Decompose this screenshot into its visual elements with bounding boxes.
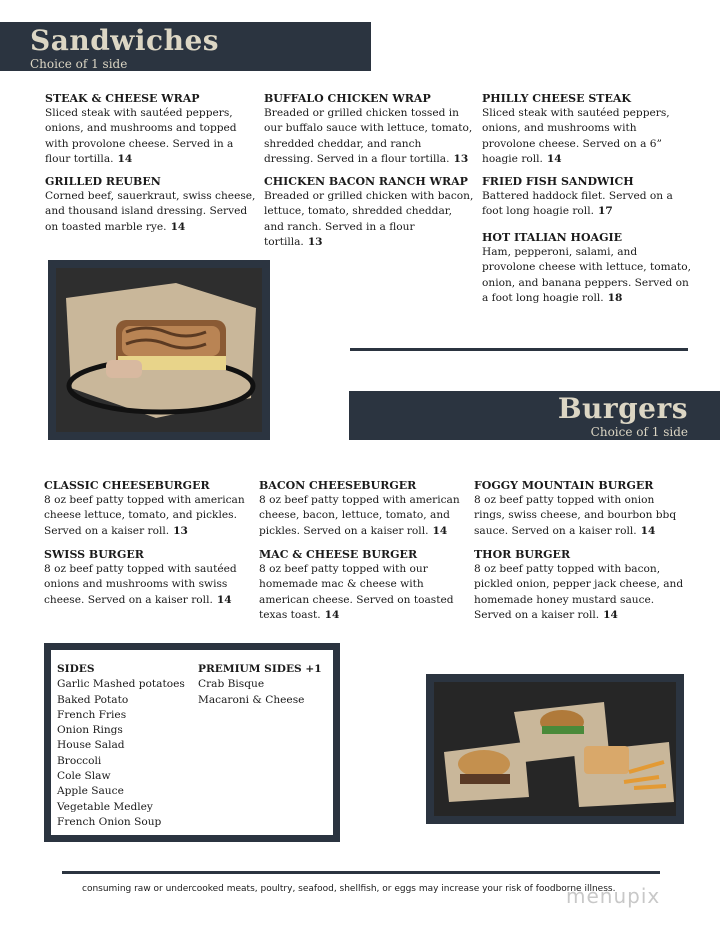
watermark-logo: menupix <box>566 884 661 908</box>
item-price: 14 <box>432 524 448 537</box>
item-name: SWISS BURGER <box>44 548 144 561</box>
item-desc: Ham, pepperoni, salami, and provolone cheese with lettuce, tomato, onion, and banana peppers. Served on a foot long hoagie roll. <box>482 246 692 304</box>
side-item: Baked Potato <box>57 693 129 706</box>
item-price: 13 <box>173 524 188 537</box>
item-name: HOT ITALIAN HOAGIE <box>482 231 622 244</box>
item-desc: Breaded or grilled chicken with bacon, lettuce, tomato, shredded cheddar, and ranch. Served in a flour tortilla. <box>264 190 474 248</box>
item-price: 14 <box>117 152 133 165</box>
item-price: 14 <box>170 220 186 233</box>
side-item: House Salad <box>57 739 125 752</box>
sides-box-inner <box>51 650 333 835</box>
item-desc: Battered haddock filet. Served on a foot long hoagie roll. <box>482 190 673 218</box>
item-name: BUFFALO CHICKEN WRAP <box>264 92 431 105</box>
burgers-photo <box>426 674 684 824</box>
side-item: Vegetable Medley <box>57 800 153 813</box>
menu-item-philly-cheese-steak <box>482 91 692 167</box>
footer-disclaimer: consuming raw or undercooked meats, poultry, seafood, shellfish, or eggs may increase your risk of foodborne illness. <box>82 884 616 894</box>
side-item: French Fries <box>57 708 127 721</box>
item-name: GRILLED REUBEN <box>45 175 161 188</box>
item-price: 17 <box>597 205 613 218</box>
menu-item-buffalo-chicken-wrap <box>264 91 474 167</box>
item-name: CHICKEN BACON RANCH WRAP <box>264 175 468 188</box>
side-item: Garlic Mashed potatoes <box>57 678 185 691</box>
item-name: FRIED FISH SANDWICH <box>482 175 634 188</box>
menu-item-bacon-cheeseburger <box>259 478 469 539</box>
menu-item-thor-burger <box>474 547 686 623</box>
menu-item-foggy-mountain-burger <box>474 478 686 539</box>
item-desc: 8 oz beef patty topped with american cheese lettuce, tomato, and pickles. Served on a kaiser roll. <box>44 494 245 537</box>
item-price: 14 <box>546 152 562 165</box>
menu-item-classic-cheeseburger <box>44 478 256 539</box>
menu-item-fried-fish-sandwich <box>482 174 692 220</box>
item-price: 14 <box>603 608 618 621</box>
side-item: Apple Sauce <box>57 785 124 798</box>
item-desc: 8 oz beef patty topped with sautéed onions and mushrooms with swiss cheese. Served on a kaiser roll. <box>44 563 237 606</box>
burgers-banner <box>349 391 720 440</box>
sandwiches-title: Sandwiches <box>30 24 220 57</box>
item-price: 18 <box>607 291 623 304</box>
side-item: French Onion Soup <box>57 815 162 828</box>
side-item: Onion Rings <box>57 724 123 737</box>
item-name: THOR BURGER <box>474 548 571 561</box>
menu-item-mac-cheese-burger <box>259 547 469 623</box>
burgers-title: Burgers <box>557 392 688 425</box>
menu-item-chicken-bacon-ranch-wrap <box>264 174 474 250</box>
sandwiches-subtitle: Choice of 1 side <box>30 57 128 71</box>
menu-item-grilled-reuben <box>45 174 260 235</box>
reuben-photo <box>48 260 270 440</box>
premium-side-item: Crab Bisque <box>198 678 265 691</box>
sandwiches-banner <box>0 22 371 71</box>
burgers-photo-image <box>434 682 676 816</box>
item-desc: 8 oz beef patty topped with our homemade mac & cheese with american cheese. Served on toasted texas toast. <box>259 563 454 621</box>
item-name: FOGGY MOUNTAIN BURGER <box>474 479 654 492</box>
item-desc: 8 oz beef patty topped with bacon, pickled onion, pepper jack cheese, and homemade honey mustard sauce. Served on a kaiser roll. <box>474 563 684 621</box>
side-item: Cole Slaw <box>57 770 111 783</box>
premium-sides-column <box>198 662 322 708</box>
item-name: PHILLY CHEESE STEAK <box>482 92 631 105</box>
section-divider <box>350 348 688 351</box>
item-price: 14 <box>216 593 232 606</box>
item-price: 14 <box>324 608 340 621</box>
item-price: 14 <box>640 524 656 537</box>
item-desc: Breaded or grilled chicken tossed in our buffalo sauce with lettuce, tomato, shredded cheddar, and ranch dressing. Served in a flour tortilla. <box>264 107 473 165</box>
premium-side-item: Macaroni & Cheese <box>198 693 305 706</box>
item-desc: 8 oz beef patty topped with onion rings, swiss cheese, and bourbon bbq sauce. Served on a kaiser roll. <box>474 494 677 537</box>
item-name: STEAK & CHEESE WRAP <box>45 92 200 105</box>
reuben-photo-image <box>56 268 262 432</box>
menu-item-hot-italian-hoagie <box>482 230 692 306</box>
menu-item-steak-cheese-wrap <box>45 91 260 167</box>
burgers-subtitle: Choice of 1 side <box>590 425 688 439</box>
sides-box <box>44 643 340 842</box>
item-name: BACON CHEESEBURGER <box>259 479 417 492</box>
item-name: MAC & CHEESE BURGER <box>259 548 418 561</box>
item-desc: Corned beef, sauerkraut, swiss cheese, and thousand island dressing. Served on toasted marble rye. <box>45 190 256 233</box>
menu-item-swiss-burger <box>44 547 256 608</box>
item-name: CLASSIC CHEESEBURGER <box>44 479 210 492</box>
item-desc: Sliced steak with sautéed peppers, onions, and mushrooms with provolone cheese. Served on a 6” hoagie roll. <box>482 107 670 165</box>
premium-sides-heading: PREMIUM SIDES +1 <box>198 663 322 675</box>
item-price: 13 <box>453 152 469 165</box>
sides-heading: SIDES <box>57 663 95 675</box>
sides-column <box>57 662 185 830</box>
item-price: 13 <box>307 235 323 248</box>
item-desc: Sliced steak with sautéed peppers, onions, and mushrooms and topped with provolone cheese. Served in a flour tortilla. <box>45 107 237 165</box>
footer-divider <box>62 871 660 874</box>
item-desc: 8 oz beef patty topped with american cheese, bacon, lettuce, tomato, and pickles. Served on a kaiser roll. <box>259 494 460 537</box>
side-item: Broccoli <box>57 754 102 767</box>
